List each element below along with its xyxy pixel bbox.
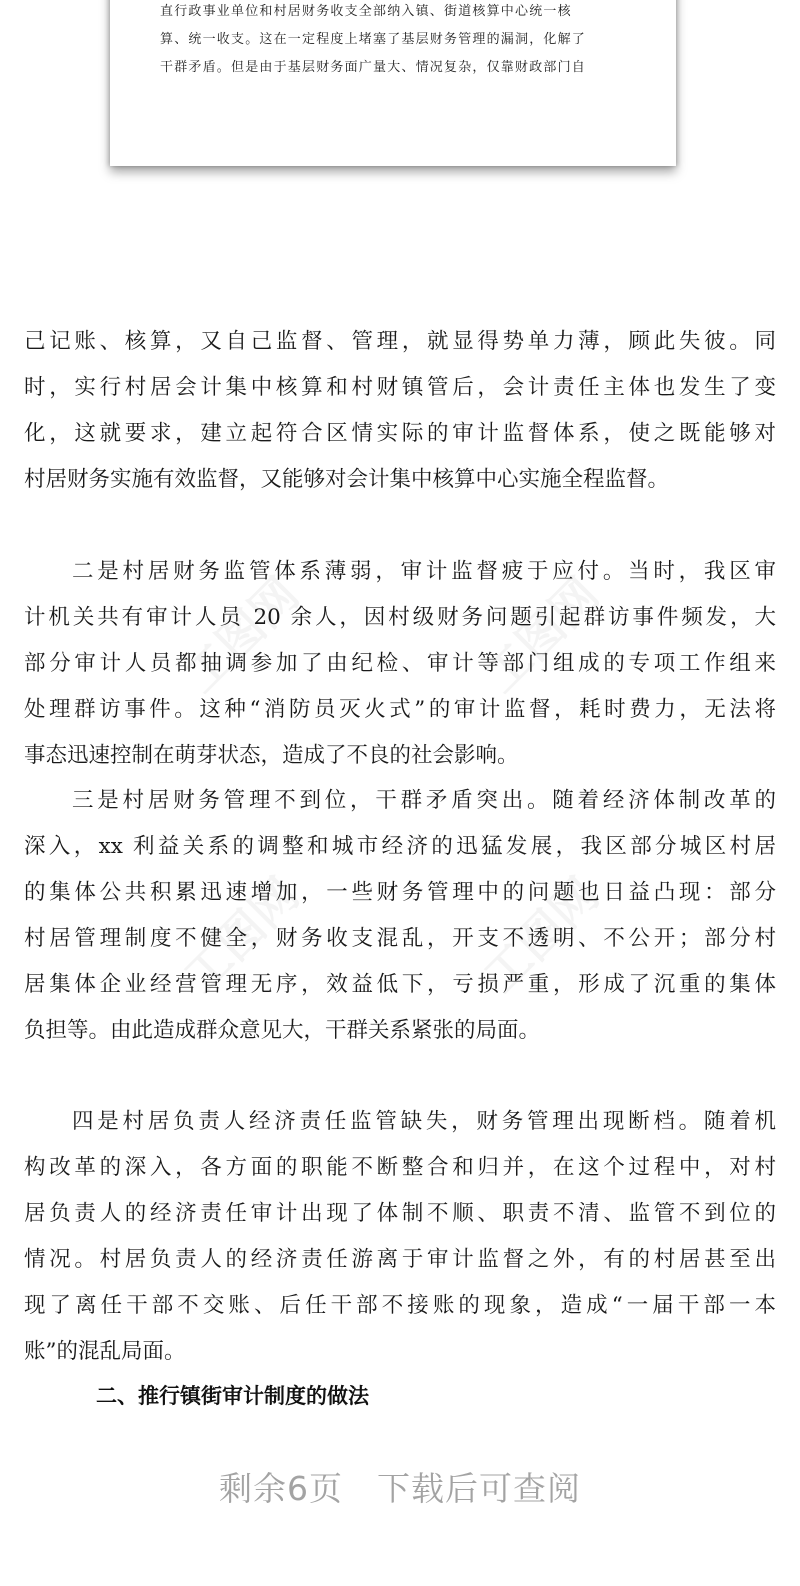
text-line: 村居财务实施有效监督，又能够对会计集中核算中心实施全程监督。 (24, 467, 670, 492)
text-line: 事态迅速控制在萌芽状态，造成了不良的社会影响。 (24, 743, 519, 768)
download-prompt[interactable] (0, 1466, 800, 1512)
remaining-pages-label: 剩余6页 (219, 1469, 343, 1508)
text-line: 负担等。由此造成群众意见大，干群关系紧张的局面。 (24, 1018, 541, 1043)
page-preview-card (110, 0, 676, 166)
text-line: 四是村居负责人经济责任监管缺失，财务管理出现断档。随着机 (72, 1109, 776, 1134)
text-line: 村居管理制度不健全，财务收支混乱，开支不透明、不公开；部分村 (24, 926, 776, 951)
text-line: 现了离任干部不交账、后任干部不接账的现象，造成“一届干部一本 (24, 1293, 776, 1318)
text-line: 己记账、核算，又自己监督、管理，就显得势单力薄，顾此失彼。同 (24, 329, 776, 354)
text-line: 二是村居财务监管体系薄弱，审计监督疲于应付。当时，我区审 (72, 559, 776, 584)
text-line: 居集体企业经营管理无序，效益低下，亏损严重，形成了沉重的集体 (24, 972, 776, 997)
text-line: 处理群访事件。这种“消防员灭火式”的审计监督，耗时费力，无法将 (24, 697, 776, 722)
text-line: 情况。村居负责人的经济责任游离于审计监督之外，有的村居甚至出 (24, 1247, 776, 1272)
text-line: 三是村居财务管理不到位，干群矛盾突出。随着经济体制改革的 (72, 788, 776, 813)
text-line: 构改革的深入，各方面的职能不断整合和归并，在这个过程中，对村 (24, 1155, 776, 1180)
text-line: 账”的混乱局面。 (24, 1339, 186, 1364)
preview-line: 干群矛盾。但是由于基层财务面广量大、情况复杂，仅靠财政部门自 (160, 60, 587, 75)
text-line: 深入，xx 利益关系的调整和城市经济的迅猛发展，我区部分城区村居 (24, 834, 776, 859)
download-hint-label: 下载后可查阅 (377, 1469, 581, 1508)
preview-line: 直行政事业单位和村居财务收支全部纳入镇、街道核算中心统一核 (160, 4, 572, 19)
text-line: 居负责人的经济责任审计出现了体制不顺、职责不清、监管不到位的 (24, 1201, 776, 1226)
section-heading: 二、推行镇街审计制度的做法 (96, 1384, 369, 1408)
text-line: 时，实行村居会计集中核算和村财镇管后，会计责任主体也发生了变 (24, 375, 776, 400)
preview-line: 算、统一收支。这在一定程度上堵塞了基层财务管理的漏洞，化解了 (160, 32, 587, 47)
text-line: 的集体公共积累迅速增加，一些财务管理中的问题也日益凸现：部分 (24, 880, 776, 905)
text-line: 部分审计人员都抽调参加了由纪检、审计等部门组成的专项工作组来 (24, 651, 776, 676)
text-line: 计机关共有审计人员 20 余人，因村级财务问题引起群访事件频发，大 (24, 605, 776, 630)
text-line: 化，这就要求，建立起符合区情实际的审计监督体系，使之既能够对 (24, 421, 776, 446)
